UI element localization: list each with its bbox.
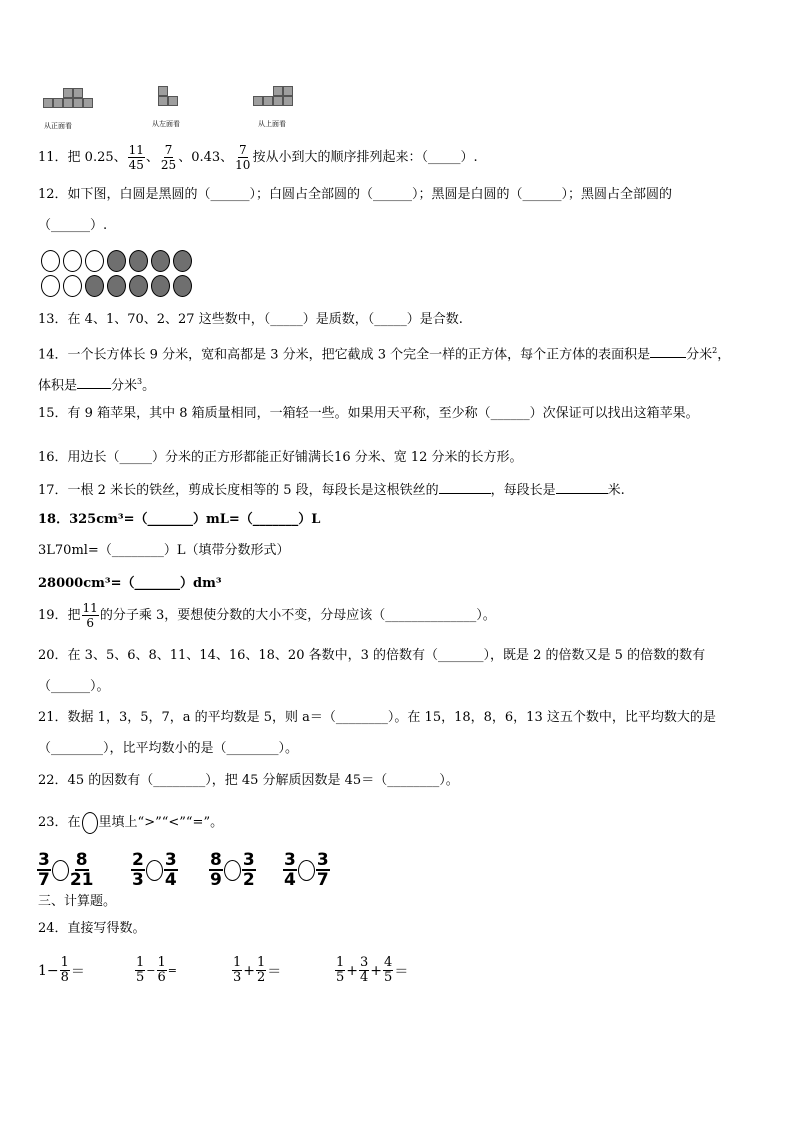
left-view-cube [158,96,168,106]
black-circle [129,275,148,297]
front-view-cube [63,98,73,108]
compare-oval[interactable] [52,860,69,881]
left-fraction: 3 4 [284,850,296,890]
q17-text: 17．一根 2 米长的铁丝，剪成长度相等的 5 段，每段长是这根铁丝的 [38,483,439,498]
q14-text: 14．一个长方体长 9 分米，宽和高都是 3 分米，把它截成 3 个完全一样的正方体，每个正方体的表面积是 [38,347,651,363]
fraction: $\frac{11}{6}$ [82,601,98,630]
fraction: $\frac{1}{6}$ [157,955,166,985]
question-20-line1: 20．在 3、5、6、8、11、14、16、18、20 各数中，3 的倍数有（_______），既是 2 的倍数又是 5 的倍数的数有 [38,648,706,663]
white-circle [63,275,82,297]
q14-superscript: 2 [712,346,718,355]
calc-item [134,956,177,985]
front-view-cube [63,88,73,98]
left-fraction: 2 3 [132,850,144,890]
fraction: $\frac{1}{8}$ [60,955,69,985]
section-heading: 三、计算题。 [38,894,117,909]
question-22: 22．45 的因数有（________），把 45 分解质因数是 45＝（________）。 [38,773,459,788]
calc-operator: + [346,962,359,979]
q14-text: 分米 [686,347,713,363]
q23-text: 23．在 [38,815,81,830]
q11-text: 、 [145,149,159,165]
q11-text: 按从小到大的顺序排列起来：（_____）. [252,149,478,165]
left-view-cube [158,86,168,96]
black-circle [151,275,170,297]
q14-text: 体积是 [38,378,78,394]
fraction: $\frac{1}{3}$ [233,955,242,985]
right-fraction: 3 7 [316,850,329,890]
compare-oval[interactable] [146,860,163,881]
front-view-cube [43,98,53,108]
calc-equals: ＝ [70,963,85,980]
question-11 [38,143,478,172]
calc-item [38,956,85,985]
question-14-line1 [38,342,730,364]
compare-oval[interactable] [224,860,241,881]
right-fraction: 3 2 [242,850,255,890]
answer-blank[interactable] [650,344,686,358]
right-fraction: 3 4 [164,850,177,890]
black-circle [85,275,104,297]
calc-item [231,956,281,985]
white-circle [85,250,104,272]
fraction: $\frac{11}{45}$ [128,143,144,172]
calc-equals: = [167,964,177,977]
answer-blank[interactable] [556,480,608,494]
q11-text: 11．把 0.25、 [38,149,127,165]
question-21-line1: 21．数据 1，3，5，7，a 的平均数是 5，则 a＝（________）。在 15，18，8，6，13 这五个数中，比平均数大的是 [38,710,716,725]
comparison-item [131,851,178,889]
front-view-cube [73,98,83,108]
question-16: 16．用边长（_____）分米的正方形都能正好铺满长16 分米、宽 12 分米的长方形。 [38,450,523,465]
q17-text: ，每段长是 [490,483,556,498]
question-12-line2: （______）. [38,218,108,233]
left-view-caption: 从左面看 [152,120,180,128]
front-view-cube [53,98,63,108]
front-view-cube [83,98,93,108]
top-view-cube [283,96,293,106]
black-circle [173,275,192,297]
top-view-cube [273,96,283,106]
left-fraction: 3 7 [38,850,50,890]
q14-text: ， [717,347,731,363]
black-circle [151,250,170,272]
question-13: 13．在 4、1、70、2、27 这些数中，（_____）是质数，（_____）是合数. [38,312,463,327]
comparison-item [209,851,256,889]
q14-text: 分米 [111,378,138,394]
black-circle [129,250,148,272]
black-circle [173,250,192,272]
calc-operator: + [243,962,256,979]
q14-superscript: 3 [137,377,143,386]
white-circle [63,250,82,272]
top-view-cube [263,96,273,106]
question-15: 15．有 9 箱苹果，其中 8 箱质量相同，一箱轻一些。如果用天平称，至少称（______）次保证可以找出这箱苹果。 [38,406,699,421]
compare-oval[interactable] [298,860,315,881]
top-view-cube [273,86,283,96]
question-19 [38,601,496,630]
q19-text: 19．把 [38,607,81,623]
front-view-caption: 从正面看 [44,122,72,130]
top-view-caption: 从上面看 [258,120,286,128]
q17-text: 米. [607,483,625,498]
question-18-line1: 18．325cm³=（_______）mL=（_______）L [38,512,321,527]
fraction: $\frac{3}{4}$ [360,955,369,985]
top-view-cube [283,86,293,96]
question-23 [38,812,223,834]
question-14-line2 [38,373,155,395]
fraction: $\frac{1}{5}$ [336,955,345,985]
q23-text: 里填上“>”“<”“=”。 [98,815,224,830]
calc-operator: − [146,964,156,977]
fraction: $\frac{1}{2}$ [257,955,266,985]
fraction: $\frac{7}{25}$ [160,143,177,172]
black-circle [107,250,126,272]
q19-text: 的分子乘 3，要想使分数的大小不变，分母应该（______________）。 [99,607,496,623]
white-circle [41,275,60,297]
left-view-cube [168,96,178,106]
question-21-line2: （________），比平均数小的是（________）。 [38,741,299,756]
answer-blank[interactable] [77,375,111,389]
q11-text: 、0.43、 [178,149,234,165]
fraction: $\frac{4}{5}$ [384,955,393,985]
answer-oval-sample [82,812,98,834]
right-fraction: 8 21 [69,850,94,890]
fraction: $\frac{7}{10}$ [235,143,251,172]
question-12-line1: 12．如下图，白圆是黑圆的（______）；白圆占全部圆的（______）；黑圆是白圆的（______）；黑圆占全部圆的 [38,187,673,202]
comparison-item [37,851,94,889]
calc-operator: + [370,962,383,979]
fraction: $\frac{1}{5}$ [136,955,145,985]
q14-text: 。 [142,378,156,394]
question-18-line2: 3L70ml=（________）L（填带分数形式） [38,543,290,558]
comparison-item [283,851,330,889]
white-circle [41,250,60,272]
black-circle [107,275,126,297]
left-fraction: 8 9 [210,850,222,890]
front-view-cube [73,88,83,98]
calc-equals: ＝ [267,963,282,980]
top-view-cube [253,96,263,106]
calc-text: 1− [38,962,59,979]
calc-equals: ＝ [394,963,409,980]
question-18-line3: 28000cm³=（_______）dm³ [38,576,222,591]
question-20-line2: （______）。 [38,679,110,694]
answer-blank[interactable] [439,480,491,494]
question-24: 24．直接写得数。 [38,921,146,936]
question-17 [38,480,625,500]
calc-item [334,956,408,985]
